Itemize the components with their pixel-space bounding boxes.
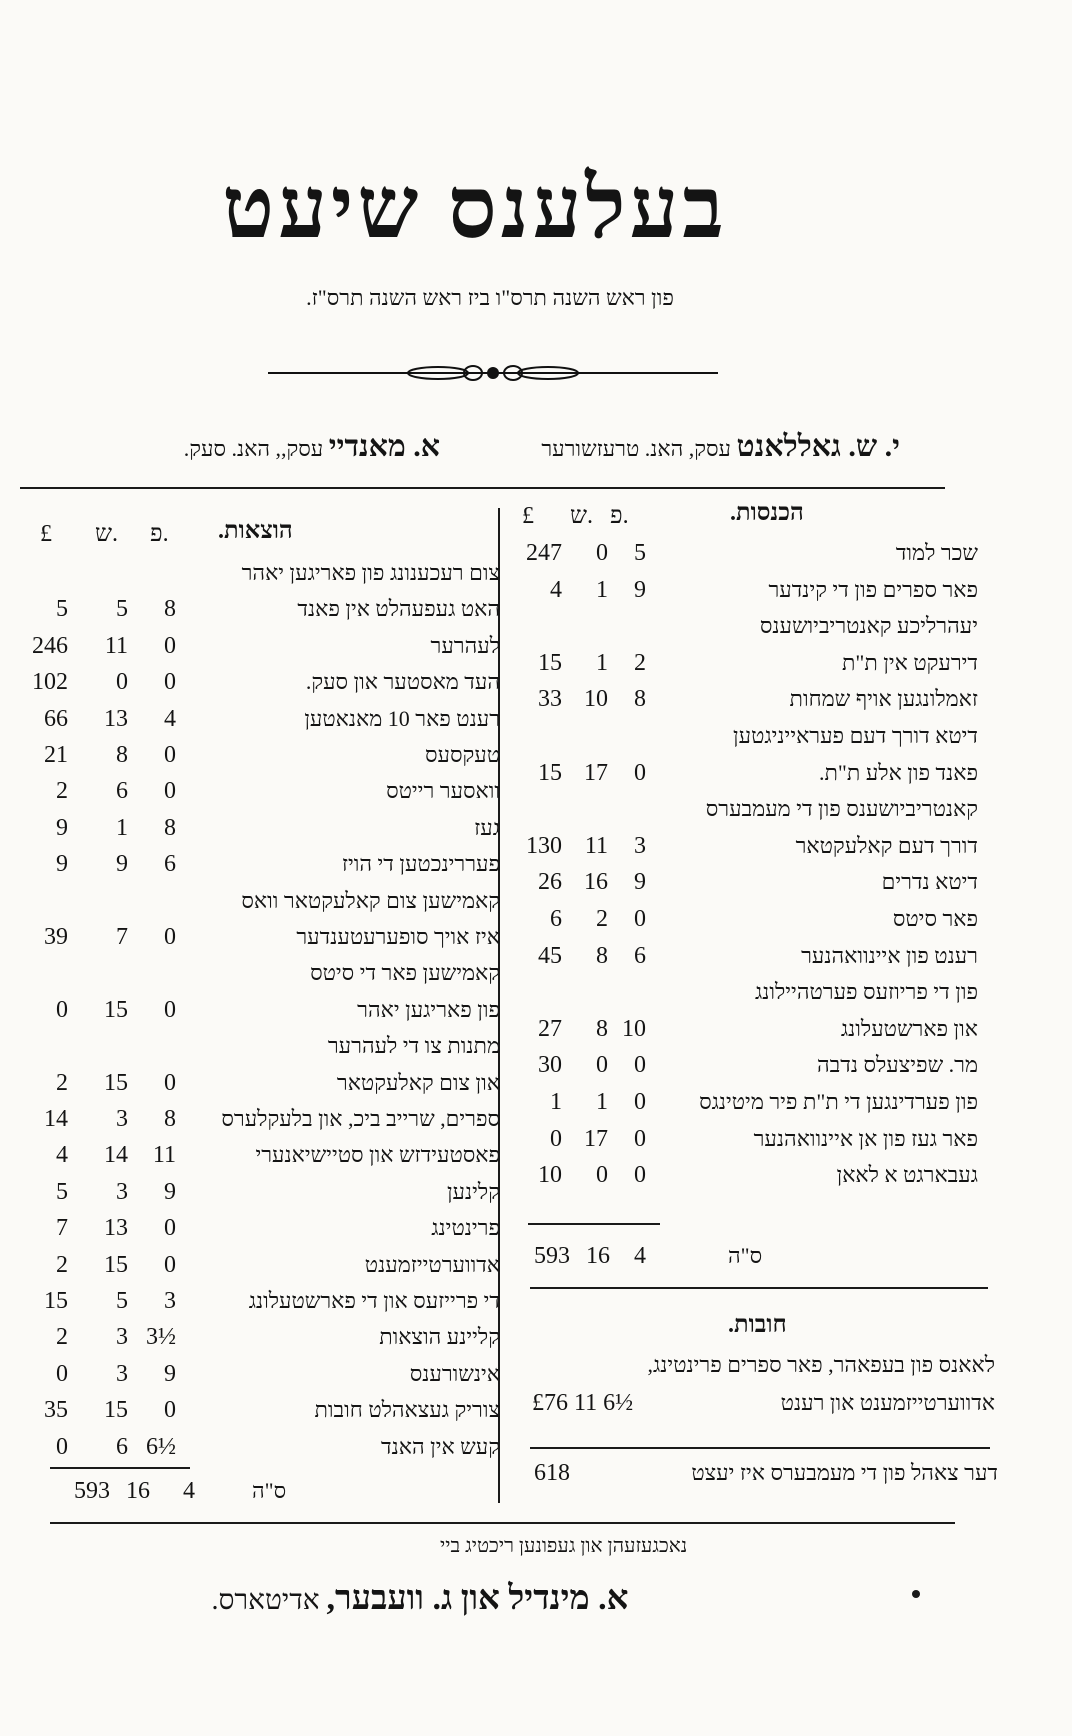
income-shillings: 1 xyxy=(596,576,608,603)
income-pounds: 247 xyxy=(526,540,562,566)
income-total-rule xyxy=(528,1223,660,1225)
debts-rule xyxy=(530,1447,990,1449)
debts-amount: £76 11 6½ xyxy=(532,1390,634,1416)
income-row xyxy=(510,650,978,684)
income-pence: 6 xyxy=(634,942,646,969)
expense-shillings: 3 xyxy=(116,1106,128,1132)
expenses-shillings-header: ש. xyxy=(95,521,118,547)
expenses-total-pounds: 593 xyxy=(74,1478,110,1504)
expense-pence: 0 xyxy=(164,924,176,950)
income-pence: 0 xyxy=(634,1052,646,1079)
auditors-line xyxy=(150,1580,690,1618)
income-label: און פארשטעלונג xyxy=(840,1015,978,1041)
treasurer-role: עסק, האנ. טרעזשורער xyxy=(541,436,732,461)
income-pence: 0 xyxy=(634,759,646,786)
speck-dot xyxy=(912,1590,920,1598)
expense-row xyxy=(20,706,500,740)
income-total-label: ס"ה xyxy=(728,1243,763,1268)
expense-row xyxy=(20,960,500,994)
income-row xyxy=(510,833,978,867)
expense-label: אינשורענס xyxy=(409,1360,500,1386)
income-label: זאמלונגען אויף שמחות xyxy=(789,686,978,712)
expense-label: קליינע הוצאות xyxy=(379,1324,500,1350)
income-row xyxy=(510,906,978,940)
expense-label: מתנות צו די לעהרער xyxy=(327,1033,500,1059)
income-total-shillings: 16 xyxy=(586,1243,610,1269)
income-label: מר. שפיצעלס נדבה xyxy=(817,1052,978,1078)
income-pounds: 10 xyxy=(538,1162,562,1189)
income-row xyxy=(510,723,978,757)
income-shillings: 0 xyxy=(596,540,608,566)
income-label: שכר למוד xyxy=(895,540,978,565)
top-rule xyxy=(20,487,945,489)
income-row xyxy=(510,1162,978,1196)
income-pence: 8 xyxy=(634,686,646,713)
income-shillings: 10 xyxy=(584,686,608,713)
expense-pence: 11 xyxy=(152,1142,176,1169)
expense-label: לעהרער xyxy=(430,632,500,658)
income-pounds: 30 xyxy=(538,1052,562,1079)
income-pence: 0 xyxy=(634,1162,646,1189)
expense-label: איז אויך סופערעטענדער xyxy=(296,924,500,949)
expense-pence: 6½ xyxy=(146,1433,176,1460)
expense-pence: 0 xyxy=(164,778,176,805)
expense-pounds: 246 xyxy=(32,632,68,659)
expense-row xyxy=(20,1033,500,1067)
income-shillings: 0 xyxy=(596,1052,608,1079)
income-pounds: 130 xyxy=(526,832,562,859)
income-row xyxy=(510,540,978,574)
income-pounds: 45 xyxy=(538,942,562,969)
expense-row xyxy=(20,1179,500,1213)
membership-text: דער צאהל פון די מעמבערס איז יעצט xyxy=(691,1460,998,1485)
income-pounds: 6 xyxy=(550,906,562,932)
income-pounds: 4 xyxy=(550,576,562,603)
auditors-role: אדיטארס. xyxy=(211,1585,320,1616)
expense-label: קאמישען פאר די סיטס xyxy=(310,960,500,986)
expense-row xyxy=(20,669,500,703)
income-pence: 10 xyxy=(622,1015,646,1042)
expense-shillings: 9 xyxy=(116,851,128,878)
expense-pounds: 9 xyxy=(56,814,68,841)
income-shillings: 0 xyxy=(596,1162,608,1189)
income-pence: 3 xyxy=(634,832,646,859)
expense-shillings: 13 xyxy=(104,705,128,732)
expense-row xyxy=(20,1142,500,1176)
expense-row xyxy=(20,1070,500,1104)
expense-pounds: 4 xyxy=(56,1142,68,1169)
expense-row xyxy=(20,742,500,776)
reviewed-note: נאכגעזעהן און געפונען ריכטיג ביי xyxy=(440,1535,688,1557)
expense-pounds: 2 xyxy=(56,1069,68,1096)
expense-label: רענט פאר 10 מאנאטען xyxy=(304,705,500,731)
income-pounds: 15 xyxy=(538,649,562,676)
expense-row xyxy=(20,1106,500,1140)
income-shillings: 17 xyxy=(584,759,608,786)
income-label: פון פערדינגען די ת"ת פיר מיטינגס xyxy=(699,1089,978,1114)
expense-pence: 8 xyxy=(164,1106,176,1132)
debts-line-2: אדווערטייזמענט און רענט £76 11 6½ xyxy=(532,1390,995,1416)
expense-row xyxy=(20,596,500,630)
income-shillings: 8 xyxy=(596,942,608,969)
expense-row xyxy=(20,1397,500,1431)
expense-pounds: 15 xyxy=(44,1288,68,1314)
income-pounds: 27 xyxy=(538,1015,562,1042)
income-pence: 0 xyxy=(634,1089,646,1115)
expenses-total-pence: 4 xyxy=(183,1478,195,1504)
income-shillings: 1 xyxy=(596,649,608,676)
page-title: בעלענס שיעט xyxy=(222,160,728,256)
income-label: פון די פריוזעס פערטהיילונג xyxy=(754,979,978,1005)
income-pounds: 1 xyxy=(550,1089,562,1115)
income-shillings: 1 xyxy=(596,1089,608,1115)
expense-pounds: 2 xyxy=(56,1324,68,1351)
income-pence: 2 xyxy=(634,649,646,676)
expense-shillings: 11 xyxy=(104,632,128,659)
expense-label: טעקסעס xyxy=(425,742,500,767)
income-row xyxy=(510,1089,978,1123)
expense-pence: 9 xyxy=(164,1178,176,1205)
page-subtitle: פון ראש השנה תרס"ו ביז ראש השנה תרס"ז. xyxy=(306,285,674,310)
secretary-role: עסק,, האנ. סעק. xyxy=(183,436,324,461)
expenses-pounds-header: £ xyxy=(40,521,52,547)
expense-pounds: 14 xyxy=(44,1106,68,1132)
income-label: פאר סיטס xyxy=(892,906,978,931)
expense-pounds: 2 xyxy=(56,778,68,805)
expense-label: קאמישען צום קאלעקטאר וואס xyxy=(241,887,500,913)
ornament-divider xyxy=(268,360,718,386)
expense-label: פעררינכטען די הויז xyxy=(341,851,500,877)
expenses-pence-header: פ. xyxy=(150,521,169,547)
income-label: פאר געז פון אן איינוואהנער xyxy=(753,1125,978,1151)
expense-shillings: 6 xyxy=(116,778,128,805)
expense-pence: 9 xyxy=(164,1360,176,1387)
expense-shillings: 3 xyxy=(116,1178,128,1205)
expense-pounds: 5 xyxy=(56,596,68,623)
income-row xyxy=(510,686,978,720)
income-pence: 9 xyxy=(634,576,646,603)
expense-pounds: 0 xyxy=(56,1360,68,1387)
expense-pounds: 2 xyxy=(56,1251,68,1278)
income-pence: 0 xyxy=(634,906,646,932)
debts-heading: חובות. xyxy=(728,1312,787,1338)
income-shillings: 16 xyxy=(584,869,608,896)
expense-row xyxy=(20,997,500,1031)
expense-shillings: 5 xyxy=(116,1288,128,1314)
income-pence-header: פ. xyxy=(610,503,629,529)
expense-row xyxy=(20,778,500,812)
treasurer-name: י. ש. גאללאנט xyxy=(736,430,900,463)
expense-row xyxy=(20,633,500,667)
expense-row xyxy=(20,1215,500,1249)
expense-label: ספרים, שרייב ביכ, און בלעקלערס xyxy=(221,1106,500,1131)
expense-pence: 3 xyxy=(164,1288,176,1314)
expense-shillings: 3 xyxy=(116,1324,128,1351)
income-shillings: 8 xyxy=(596,1015,608,1042)
income-label: דיטא נדרים xyxy=(881,869,978,895)
expense-shillings: 0 xyxy=(116,669,128,696)
expense-row xyxy=(20,851,500,885)
expenses-total-rule xyxy=(50,1467,190,1469)
expenses-total-label: ס"ה xyxy=(252,1478,287,1503)
income-total-pounds: 593 xyxy=(534,1243,570,1269)
income-row xyxy=(510,577,978,611)
expense-pence: 6 xyxy=(164,851,176,878)
expense-row xyxy=(20,1288,500,1322)
expense-label: די פרייזעס און די פארשטעלונג xyxy=(248,1288,500,1313)
expense-row xyxy=(20,1434,500,1468)
treasurer xyxy=(541,430,900,464)
expense-pence: 0 xyxy=(164,1251,176,1278)
expense-pounds: 102 xyxy=(32,669,68,696)
income-label: רענט פון איינוואהנער xyxy=(801,942,978,968)
expense-row xyxy=(20,888,500,922)
expense-row xyxy=(20,1252,500,1286)
income-label: פאנד פון אלע ת"ת. xyxy=(819,759,978,785)
income-pounds: 0 xyxy=(550,1125,562,1152)
income-label: געבארגט א לאאן xyxy=(836,1162,978,1188)
income-label: יעהרליכע קאנטריביושענס xyxy=(759,613,978,639)
income-pounds: 15 xyxy=(538,759,562,786)
income-row xyxy=(510,613,978,647)
income-total-pence: 4 xyxy=(634,1243,646,1269)
expense-label: האט געפעהלט אין פאנד xyxy=(297,596,500,622)
income-label: קאנטריביושענס פון די מעמבערס xyxy=(705,796,978,822)
expense-label: קלינען xyxy=(446,1178,500,1204)
expenses-total-row xyxy=(20,1478,195,1512)
expense-pence: 8 xyxy=(164,814,176,841)
expense-label: אדווערטייזמענט xyxy=(364,1251,500,1277)
income-pounds: 33 xyxy=(538,686,562,713)
income-row xyxy=(510,1126,978,1160)
income-label: דירעקט אין ת"ת xyxy=(841,649,978,675)
income-bottom-rule xyxy=(530,1287,988,1289)
expense-shillings: 7 xyxy=(116,924,128,950)
expense-label: קעש אין האנד xyxy=(381,1433,500,1459)
expense-label: צום רעכענונג פון פאריגען יאהר xyxy=(241,560,500,585)
expense-shillings: 15 xyxy=(104,996,128,1023)
expense-label: צוריק געצאהלט חובות xyxy=(314,1397,500,1423)
expense-pence: 0 xyxy=(164,996,176,1023)
income-heading: הכנסות. xyxy=(730,500,804,526)
income-pounds-header: £ xyxy=(522,503,534,529)
expenses-total-shillings: 16 xyxy=(126,1478,150,1504)
income-row xyxy=(510,1016,978,1050)
expense-row xyxy=(20,1324,500,1358)
auditors-names: א. מינדיל און ג. וועבער, xyxy=(326,1580,629,1617)
expense-pence: 0 xyxy=(164,1397,176,1424)
expense-pence: 4 xyxy=(164,705,176,732)
income-label: דיטא דורך דעם פעראייניגטען xyxy=(733,723,978,748)
expense-label: פרינטינג xyxy=(431,1215,500,1241)
membership-line xyxy=(520,1460,998,1494)
income-row xyxy=(510,979,978,1013)
income-pence: 9 xyxy=(634,869,646,896)
expense-pence: 0 xyxy=(164,669,176,696)
income-row xyxy=(510,869,978,903)
expense-pence: 0 xyxy=(164,742,176,768)
expense-shillings: 15 xyxy=(104,1251,128,1278)
expense-shillings: 6 xyxy=(116,1433,128,1460)
expense-label: העד מאסטער און סעק. xyxy=(305,669,500,695)
expense-shillings: 13 xyxy=(104,1215,128,1242)
expense-row xyxy=(20,815,500,849)
secretary xyxy=(184,430,440,464)
expense-pence: 0 xyxy=(164,632,176,659)
expense-pounds: 0 xyxy=(56,1433,68,1460)
expense-shillings: 15 xyxy=(104,1069,128,1096)
income-label: דורך דעם קאלעקטאר xyxy=(795,832,978,858)
expense-pence: 3½ xyxy=(146,1324,176,1351)
expense-shillings: 3 xyxy=(116,1360,128,1387)
expense-label: פאסטעידזש און סטיישיאנערי xyxy=(255,1142,500,1168)
income-shillings: 11 xyxy=(584,832,608,859)
income-total-row xyxy=(520,1243,660,1277)
expense-shillings: 1 xyxy=(116,814,128,841)
membership-count: 618 xyxy=(534,1460,570,1486)
expense-pounds: 5 xyxy=(56,1178,68,1205)
expense-row xyxy=(20,1361,500,1395)
expense-pounds: 21 xyxy=(44,742,68,768)
expense-pounds: 7 xyxy=(56,1215,68,1242)
income-row xyxy=(510,760,978,794)
expense-shillings: 15 xyxy=(104,1397,128,1424)
income-pence: 0 xyxy=(634,1125,646,1152)
expense-label: וואסער רייטס xyxy=(386,778,500,804)
expense-row xyxy=(20,924,500,958)
expense-label: געז xyxy=(474,814,500,840)
expense-pounds: 9 xyxy=(56,851,68,878)
expense-pounds: 66 xyxy=(44,705,68,732)
expense-shillings: 14 xyxy=(104,1142,128,1169)
expenses-heading: הוצאות. xyxy=(218,518,293,544)
expense-pounds: 0 xyxy=(56,996,68,1023)
income-row xyxy=(510,943,978,977)
bottom-rule xyxy=(50,1522,955,1524)
secretary-name: א. מאנדיי xyxy=(328,430,440,463)
expense-pence: 0 xyxy=(164,1215,176,1242)
expense-row xyxy=(20,560,500,594)
income-row xyxy=(510,796,978,830)
expense-shillings: 8 xyxy=(116,742,128,768)
expense-label: פון פאריגען יאהר xyxy=(357,996,500,1022)
expense-shillings: 5 xyxy=(116,596,128,623)
income-shillings-header: ש. xyxy=(570,503,593,529)
debts-line-1: לאאנס פון בעפאהר, פאר ספרים פרינטינג, xyxy=(647,1352,995,1377)
income-shillings: 17 xyxy=(584,1125,608,1152)
income-label: פאר ספרים פון די קינדער xyxy=(768,576,978,602)
expense-pence: 8 xyxy=(164,596,176,623)
income-pence: 5 xyxy=(634,540,646,566)
income-shillings: 2 xyxy=(596,906,608,932)
expense-pounds: 39 xyxy=(44,924,68,950)
expense-label: און צום קאלעקטאר xyxy=(336,1069,500,1095)
expense-pence: 0 xyxy=(164,1069,176,1096)
income-pounds: 26 xyxy=(538,869,562,896)
income-row xyxy=(510,1052,978,1086)
expense-pounds: 35 xyxy=(44,1397,68,1424)
